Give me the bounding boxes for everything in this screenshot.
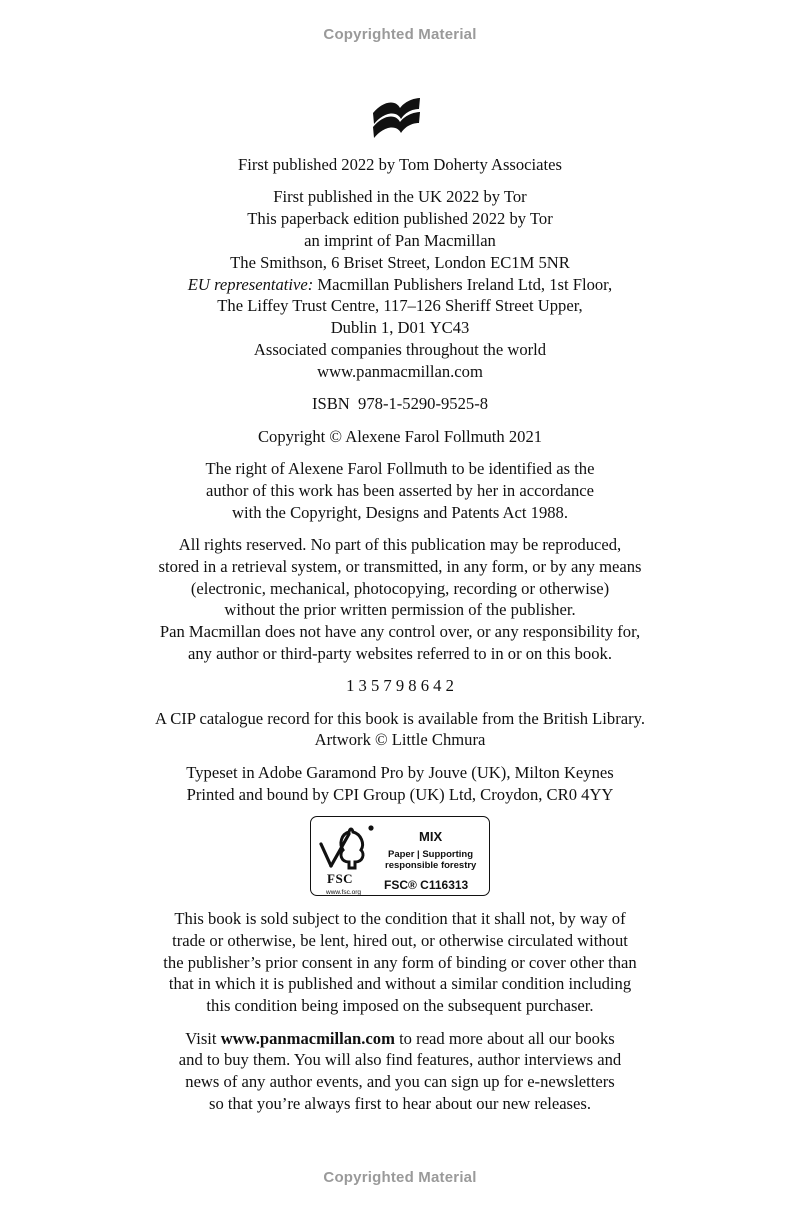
isbn-line: ISBN 978-1-5290-9525-8: [311, 394, 489, 414]
printed-bound-line: Printed and bound by CPI Group (UK) Ltd, Croydon, CR0 4YY: [186, 784, 614, 804]
isbn-block: [0, 393, 800, 415]
uk-line-8: Associated companies throughout the world: [253, 339, 547, 359]
sale-condition-line-1: This book is sold subject to the condition that it shall not, by way of: [174, 909, 626, 929]
visit-line-2: and to buy them. You will also find features, author interviews and: [178, 1050, 622, 1070]
artwork-credit: Artwork © Little Chmura: [314, 730, 486, 750]
imprint-page-content: [0, 154, 800, 1125]
fsc-mix-label: MIX: [419, 829, 443, 845]
publisher-website: www.panmacmillan.com: [317, 361, 483, 381]
moral-rights-block: [0, 458, 800, 523]
copyright-block: [0, 426, 800, 448]
visit-suffix: to read more about all our books: [394, 1028, 615, 1048]
sale-condition-block: [0, 908, 800, 1017]
uk-line-7: Dublin 1, D01 YC43: [330, 318, 470, 338]
rights-line-5: Pan Macmillan does not have any control over, or any responsibility for,: [159, 622, 641, 642]
print-line: 1 3 5 7 9 8 6 4 2: [346, 676, 454, 696]
rights-line-1: All rights reserved. No part of this publication may be reproduced,: [178, 534, 622, 554]
visit-line-4: so that you’re always first to hear about our new releases.: [209, 1094, 591, 1114]
visit-website-link[interactable]: www.panmacmillan.com: [220, 1028, 395, 1048]
sale-condition-line-4: that in which it is published and without a similar condition including: [168, 974, 632, 994]
moral-rights-line-3: with the Copyright, Designs and Patents Act 1988.: [232, 502, 568, 522]
copyright-watermark-bottom: Copyrighted Material: [323, 1169, 477, 1186]
rights-line-6: any author or third-party websites referred to in or on this book.: [188, 643, 612, 663]
fsc-tree-icon: [319, 822, 377, 872]
print-line-block: [0, 675, 800, 697]
cip-block: [0, 708, 800, 752]
moral-rights-line-2: author of this work has been asserted by her in accordance: [206, 480, 594, 500]
uk-line-2: This paperback edition published 2022 by Tor: [247, 209, 553, 229]
rights-line-2: stored in a retrieval system, or transmitted, in any form, or by any means: [158, 556, 642, 576]
cip-line: A CIP catalogue record for this book is available from the British Library.: [154, 708, 645, 728]
sale-condition-line-5: this condition being imposed on the subsequent purchaser.: [206, 996, 594, 1016]
eu-representative-text: Macmillan Publishers Ireland Ltd, 1st Floor,: [313, 274, 613, 294]
fsc-url: www.fsc.org: [326, 889, 362, 897]
first-published-line: First published 2022 by Tom Doherty Associates: [238, 155, 562, 174]
pan-macmillan-logo-icon: [370, 94, 422, 138]
first-published-block: [0, 154, 800, 176]
visit-line-3: news of any author events, and you can sign up for e-newsletters: [185, 1072, 615, 1092]
uk-line-4: The Smithson, 6 Briset Street, London EC1M 5NR: [230, 252, 570, 272]
typeset-line: Typeset in Adobe Garamond Pro by Jouve (UK), Milton Keynes: [186, 762, 614, 782]
moral-rights-line-1: The right of Alexene Farol Follmuth to be identified as the: [205, 458, 595, 478]
sale-condition-line-3: the publisher’s prior consent in any form of binding or cover other than: [163, 952, 637, 972]
visit-line-1: [0, 1028, 800, 1050]
fsc-license-code: FSC® C116313: [384, 878, 469, 893]
copyright-watermark-top: Copyrighted Material: [323, 26, 477, 43]
fsc-certification-badge: [310, 816, 490, 896]
fsc-name: FSC: [327, 871, 354, 887]
rights-reserved-block: [0, 534, 800, 665]
uk-line-6: The Liffey Trust Centre, 117–126 Sheriff Street Upper,: [217, 296, 583, 316]
uk-line-3: an imprint of Pan Macmillan: [304, 230, 496, 250]
rights-line-3: (electronic, mechanical, photocopying, recording or otherwise): [190, 578, 610, 598]
rights-line-4: without the prior written permission of the publisher.: [224, 600, 576, 620]
visit-prefix: Visit: [185, 1028, 221, 1048]
copyright-line: Copyright © Alexene Farol Follmuth 2021: [257, 426, 543, 446]
fsc-description-line-2: responsible forestry: [385, 860, 477, 872]
typeset-block: [0, 762, 800, 806]
uk-line-1: First published in the UK 2022 by Tor: [273, 187, 527, 207]
visit-website-block: [0, 1028, 800, 1115]
sale-condition-line-2: trade or otherwise, be lent, hired out, or otherwise circulated without: [172, 930, 628, 950]
uk-publication-block: [0, 186, 800, 382]
fsc-description-line-1: Paper | Supporting: [388, 849, 473, 861]
eu-representative-line: [0, 274, 800, 296]
eu-representative-label: EU representative:: [187, 274, 314, 294]
